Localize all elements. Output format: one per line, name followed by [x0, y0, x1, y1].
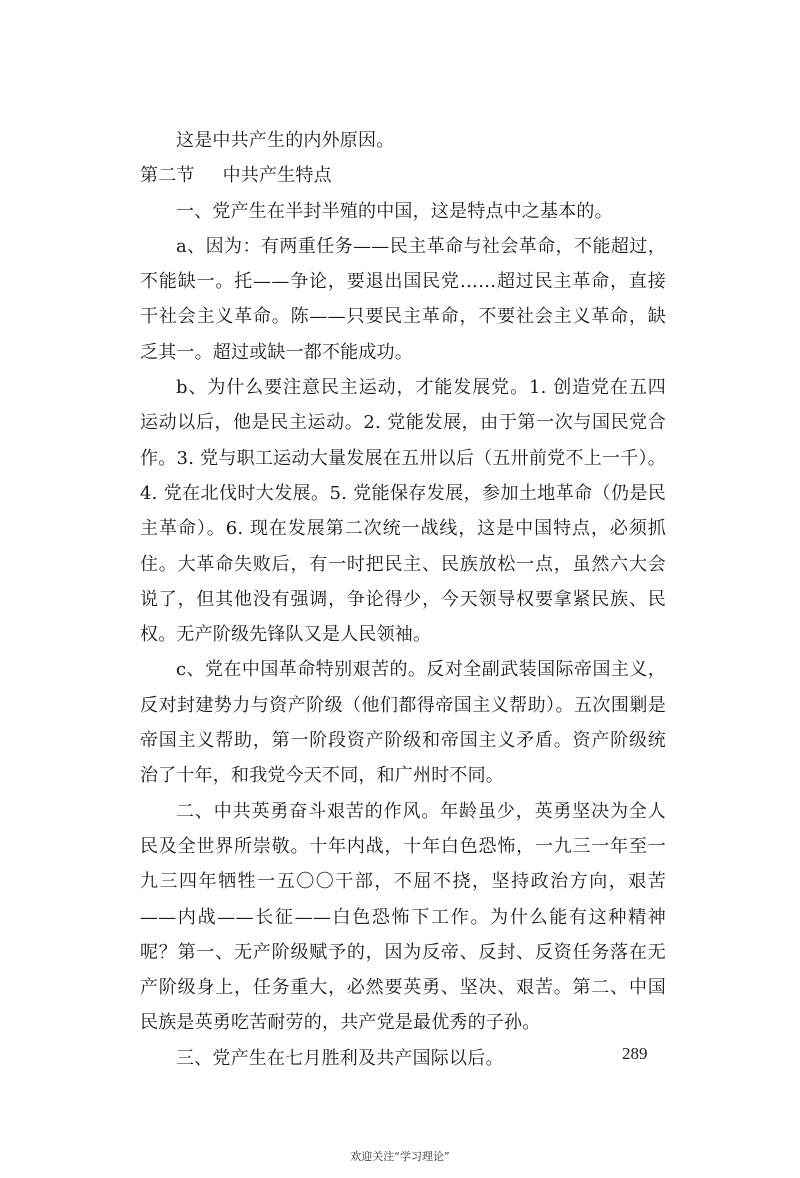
footer-note: 欢迎关注“学习理论”	[350, 1150, 450, 1163]
section-number: 第二节	[140, 165, 195, 187]
section-title: 中共产生特点	[222, 165, 332, 187]
paragraph-point-b: b、为什么要注意民主运动，才能发展党。1. 创造党在五四运动以后，他是民主运动。2. 党能发展，由于第一次与国民党合作。3. 党与职工运动大量发展在五卅以后（五卅前党不上一千）。4. 党在北伐时大发展。5. 党能保存发展，参加土地革命（仍是民主革命）。6. 现在发展第二次统一战线，这是中国特点，必须抓住。大革命失败后，有一时把民主、民族放松一点，虽然六大会说了，但其他没有强调，争论得少，今天领导权要拿紧民族、民权。无产阶级先锋队又是人民领袖。	[140, 377, 666, 646]
paragraph-point-two: 二、中共英勇奋斗艰苦的作风。年龄虽少，英勇坚决为全人民及全世界所崇敬。十年内战，十年白色恐怖，一九三一年至一九三四年牺牲一五〇〇干部，不屈不挠，坚持政治方向，艰苦——内战——长征——白色恐怖下工作。为什么能有这种精神呢？第一、无产阶级赋予的，因为反帝、反封、反资任务落在无产阶级身上，任务重大，必然要英勇、坚决、艰苦。第二、中国民族是英勇吃苦耐劳的，共产党是最优秀的子孙。	[140, 800, 666, 1034]
paragraph-point-c: c、党在中国革命特别艰苦的。反对全副武装国际帝国主义，反对封建势力与资产阶级（他们都得帝国主义帮助）。五次围剿是帝国主义帮助，第一阶段资产阶级和帝国主义矛盾。资产阶级统治了十年，和我党今天不同，和广州时不同。	[140, 659, 666, 787]
section-heading	[140, 158, 666, 193]
page-number: 289	[622, 1044, 648, 1063]
paragraph-point-a: a、因为：有两重任务——民主革命与社会革命，不能超过，不能缺一。托——争论，要退出国民党……超过民主革命，直接干社会主义革命。陈——只要民主革命，不要社会主义革命，缺乏其一。超过或缺一都不能成功。	[140, 235, 666, 363]
paragraph-intro: 这是中共产生的内外原因。	[176, 130, 395, 151]
body-text	[140, 123, 666, 1076]
paragraph-point-one: 一、党产生在半封半殖的中国，这是特点中之基本的。	[176, 200, 613, 222]
paragraph-point-three: 三、党产生在七月胜利及共产国际以后。	[176, 1047, 504, 1069]
